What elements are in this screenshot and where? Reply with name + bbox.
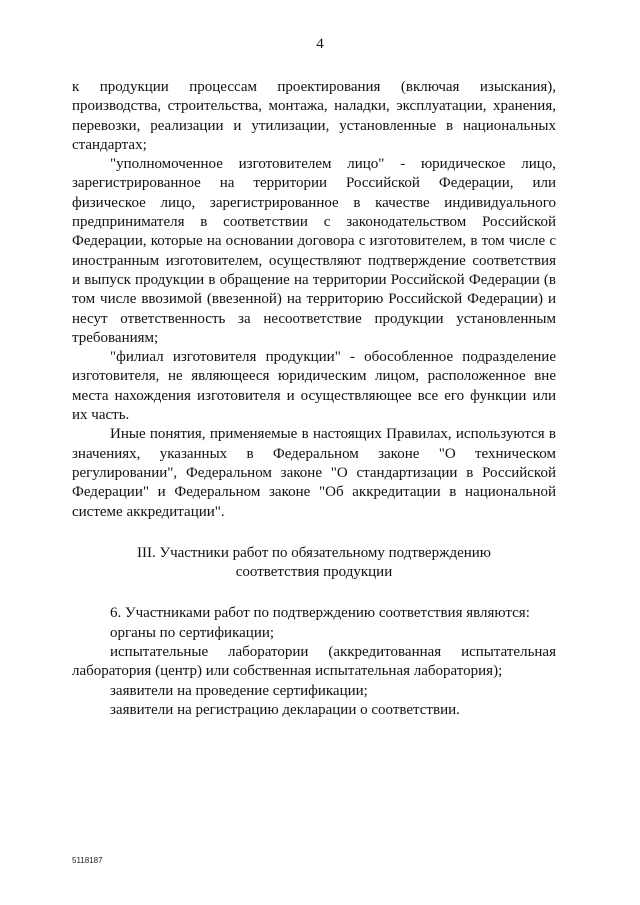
list-item-certification-bodies: органы по сертификации; (110, 624, 275, 641)
list-item-testing-labs: испытательные лаборатории (аккредитованная испытательная лаборатория (центр) или собственная испытательная лаборатория); (72, 644, 556, 680)
section-heading (72, 544, 556, 583)
page-number: 4 (316, 36, 324, 52)
paragraph-manufacturer-branch: "филиал изготовителя продукции" - обособленное подразделение изготовителя, не являющееся юридическим лицом, расположенное вне места нахождения изготовителя и осуществляющее все его функции или их часть. (72, 349, 556, 424)
document-code: 5118187 (72, 856, 103, 865)
paragraph-continuation: к продукции процессам проектирования (включая изыскания), производства, строительства, монтажа, наладки, эксплуатации, хранения, перевозки, реализации и утилизации, установленные в национальных стандартах; (72, 79, 556, 153)
document-body (72, 78, 556, 720)
paragraph-participants: 6. Участниками работ по подтверждению соответствия являются: (110, 605, 530, 622)
paragraph-other-terms: Иные понятия, применяемые в настоящих Правилах, используются в значениях, указанных в Федеральном законе "О техническом регулировании", Федеральном законе "О стандартизации в Российской Федерации" и Федеральном законе "Об аккредитации в национальной системе аккредитации". (72, 426, 556, 520)
section-heading-line-2: соответствия продукции (235, 564, 393, 581)
list-item-certification-applicants: заявители на проведение сертификации; (110, 682, 368, 699)
list-item-declaration-applicants: заявители на регистрацию декларации о соответствии. (110, 701, 460, 718)
section-heading-line-1: III. Участники работ по обязательному подтверждению (136, 544, 492, 561)
paragraph-authorized-person: "уполномоченное изготовителем лицо" - юридическое лицо, зарегистрированное на территории Российской Федерации, или физическое лицо, зарегистрированное в качестве индивидуального предпринимателя в соответствии с законодательством Российской Федерации, которые на основании договора с изготовителем, в том числе с иностранным изготовителем, осуществляют подтверждение соответствия и выпуск продукции в обращение на территории Российской Федерации (в том числе ввозимой (ввезенной) на территорию Российской Федерации) и несут ответственность за несоответствие продукции установленным требованиям; (72, 156, 556, 346)
